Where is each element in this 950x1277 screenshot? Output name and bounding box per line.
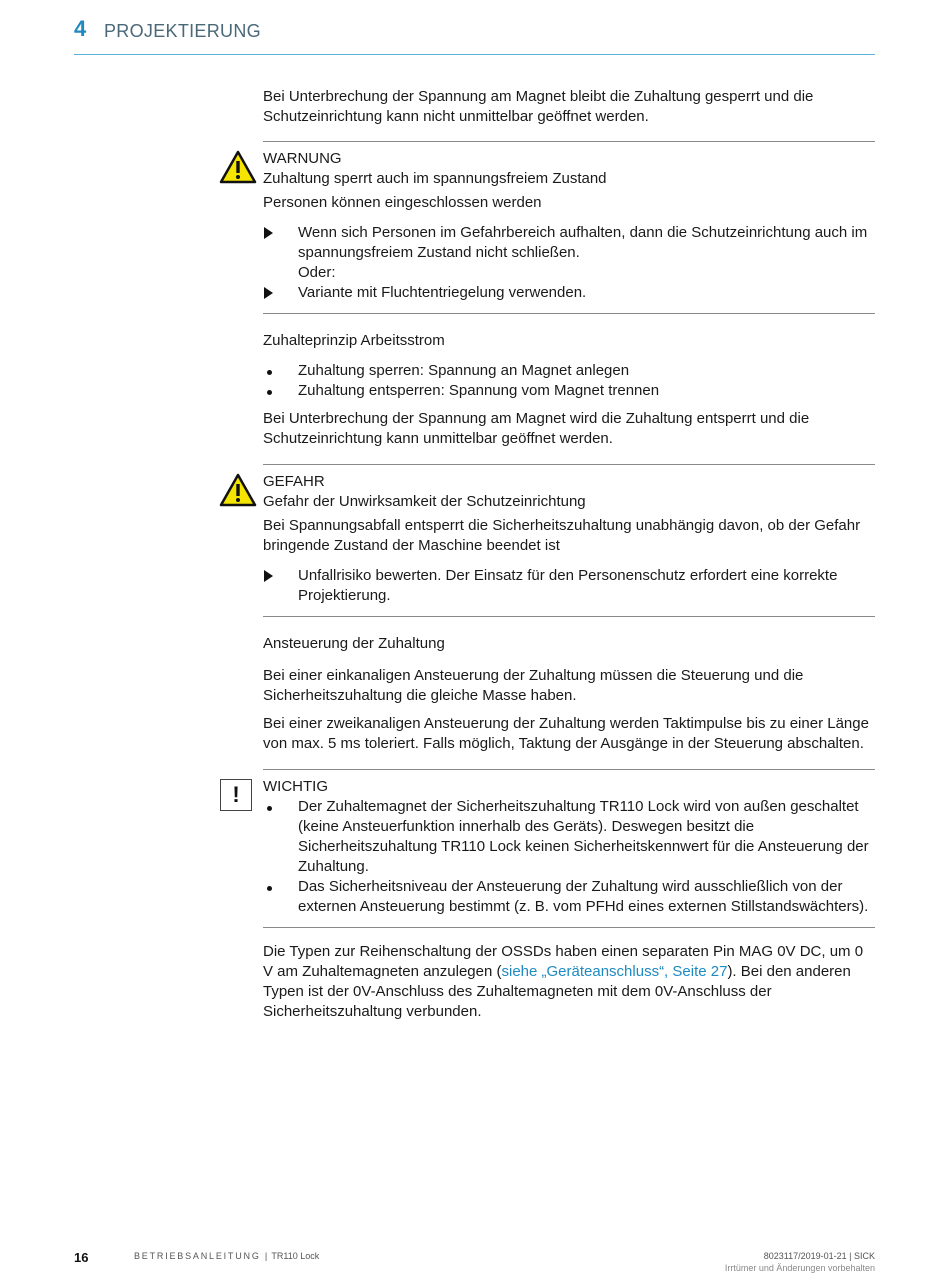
list-item: Der Zuhaltemagnet der Sicherheitszuhaltung TR110 Lock wird von außen geschaltet (keine Ansteuerfunktion innerhalb des Geräts). Deswegen besitzt die Sicherheitszuhaltung TR110 Lock keinen Sicherheitskennwert für die Ansteuerung der Zuhaltung. (263, 797, 875, 877)
important-list (263, 797, 875, 917)
warning-triangle-icon (219, 150, 257, 184)
geraeteanschluss-link[interactable]: siehe „Geräteanschluss“, Seite 27 (501, 963, 728, 980)
chapter-number: 4 (74, 16, 87, 41)
list-item: Wenn sich Personen im Gefahrbereich aufhalten, dann die Schutzeinrichtung auch im spannungsfreiem Zustand nicht schließen. Oder: (263, 223, 875, 283)
danger-box (263, 464, 875, 617)
page-header (74, 14, 875, 55)
intro-paragraph: Bei Unterbrechung der Spannung am Magnet bleibt die Zuhaltung gesperrt und die Schutzeinrichtung kann nicht unmittelbar geöffnet werden. (263, 88, 814, 125)
oder-text: Oder: (298, 264, 336, 281)
arbeitsstrom-paragraph: Bei Unterbrechung der Spannung am Magnet wird die Zuhaltung entsperrt und die Schutzeinrichtung kann unmittelbar geöffnet werden. (263, 410, 810, 447)
warning-list (263, 223, 875, 303)
warning-text: Personen können eingeschlossen werden (263, 194, 542, 211)
ansteuerung-paragraph-2: Bei einer zweikanaligen Ansteuerung der Zuhaltung werden Taktimpulse bis zu einer Länge von max. 5 ms toleriert. Falls möglich, Taktung der Ausgänge in der Steuerung abschalten. (263, 715, 869, 752)
final-paragraph: Die Typen zur Reihenschaltung der OSSDs haben einen separaten Pin MAG 0V DC, um 0 V am Zuhaltemagneten anzulegen (siehe „Geräteanschluss“, Seite 27). Bei den anderen Typen ist der 0V-Anschluss des Zuhaltemagneten mit dem 0V-Anschluss der Sicherheitszuhaltung verbunden. (263, 943, 864, 1020)
section-title-arbeitsstrom: Zuhalteprinzip Arbeitsstrom (263, 332, 445, 349)
danger-headline: Gefahr der Unwirksamkeit der Schutzeinrichtung (263, 493, 586, 510)
main-content (232, 87, 875, 1030)
section-title-ansteuerung: Ansteuerung der Zuhaltung (263, 635, 445, 652)
danger-label: GEFAHR (263, 473, 325, 490)
warning-box (263, 141, 875, 314)
footer-document-title: BETRIEBSANLEITUNG | TR110 Lock (134, 1251, 320, 1261)
important-box (232, 769, 875, 928)
warning-triangle-icon (219, 473, 257, 507)
danger-text: Bei Spannungsabfall entsperrt die Sicherheitszuhaltung unabhängig davon, ob der Gefahr bringende Zustand der Maschine beendet ist (263, 517, 861, 554)
footer-notice: Irrtümer und Änderungen vorbehalten (724, 1263, 875, 1273)
chapter-title: PROJEKTIERUNG (104, 21, 261, 41)
list-item: Variante mit Fluchtentriegelung verwenden. (263, 283, 875, 303)
list-item: Das Sicherheitsniveau der Ansteuerung der Zuhaltung wird ausschließlich von der externen Ansteuerung bestimmt (z. B. vom PFHd eines externen Stillstandswächters). (263, 877, 875, 917)
arbeitsstrom-list (263, 361, 875, 401)
list-item: Zuhaltung entsperren: Spannung vom Magnet trennen (263, 381, 875, 401)
warning-headline: Zuhaltung sperrt auch im spannungsfreiem Zustand (263, 170, 607, 187)
important-label: WICHTIG (263, 778, 328, 795)
list-item: Unfallrisiko bewerten. Der Einsatz für den Personenschutz erfordert eine korrekte Projektierung. (263, 566, 875, 606)
footer-right (725, 1250, 875, 1274)
ansteuerung-paragraph-1: Bei einer einkanaligen Ansteuerung der Zuhaltung müssen die Steuerung und die Sicherheitszuhaltung die gleiche Masse haben. (263, 667, 804, 704)
document-number: 8023117/2019-01-21 | SICK (763, 1251, 875, 1261)
list-item: Zuhaltung sperren: Spannung an Magnet anlegen (263, 361, 875, 381)
page-number: 16 (74, 1250, 89, 1265)
important-exclamation-icon: ! (220, 779, 252, 811)
warning-label: WARNUNG (263, 150, 342, 167)
danger-list (263, 566, 875, 606)
